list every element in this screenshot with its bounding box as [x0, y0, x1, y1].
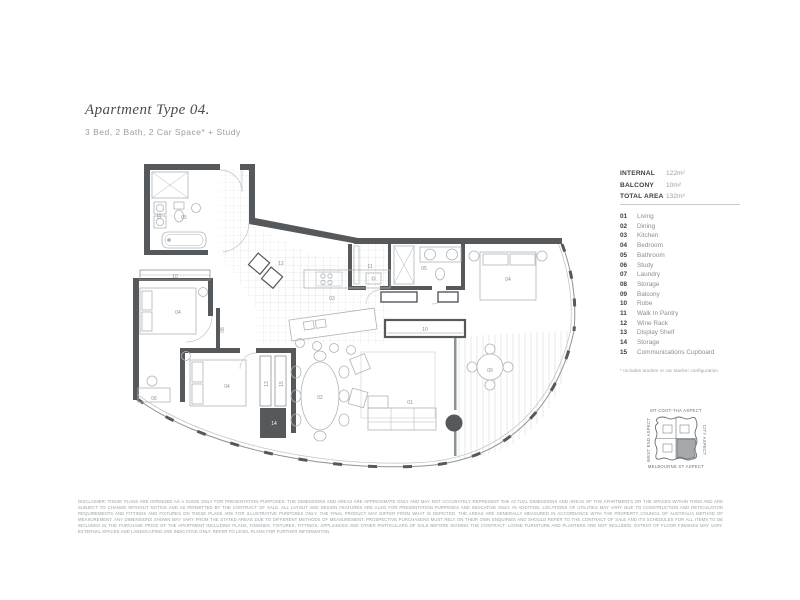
legend-item-name: Communications Cupboard: [637, 348, 715, 356]
room-number-label: 05: [421, 266, 427, 272]
legend-item-name: Display Shelf: [637, 329, 675, 337]
building-footprint: [655, 417, 697, 460]
legend-item-name: Kitchen: [637, 232, 659, 240]
aspect-label-east: CITY ASPECT: [702, 424, 707, 456]
legend-item: [620, 290, 745, 300]
room-number-label: 04: [224, 384, 230, 390]
legend-item-number: 13: [620, 329, 628, 337]
area-balcony: [620, 180, 742, 192]
room-number-label: 04: [505, 277, 511, 283]
floor-plan-drawing: [128, 160, 588, 492]
legend-item: [620, 299, 745, 309]
room-number-label: 06: [151, 396, 157, 402]
legend-item-name: Wine Rack: [637, 319, 668, 327]
legend-item-number: 01: [620, 213, 628, 220]
legend-item: [620, 309, 745, 319]
legend-item: [620, 222, 745, 232]
room-number-label: 11: [367, 264, 373, 270]
legend-item-name: Balcony: [637, 290, 660, 298]
legend-item-name: Walk In Pantry: [637, 310, 679, 318]
disclaimer-text: DISCLAIMER: THESE PLANS ARE INTENDED AS A GUIDE ONLY FOR PRESENTATION PURPOSES. THE DIMENSIONS AND AREAS ARE APPROXIMATE ONLY AND MAY NOT ACCURATELY REPRESENT THE ACTUAL DIMENSIONS AND AREAS OF THE APARTMENTS OR THE SPACES WITHIN THEM AND ARE SUBJECT TO CHANGE WITHOUT NOTICE AND AS PERMITTED BY THE CONTRACT OF SALE. ALL LAYOUT AND DESIGN FEATURES ARE ALSO FOR PRESENTATION PURPOSES AND INDICATIVE ONLY. IN ADDITION, LOCATIONS OF UTILITIES MAY VARY DUE TO CONSTRUCTION AND RETICULATION REQUIREMENTS AND FITTINGS AND FIXTURES ON THESE PLANS ARE FOR ILLUSTRATIVE PURPOSES ONLY. THE FINAL PRODUCT MAY DIFFER FROM WHAT IS DEPICTED. THE AREAS ARE GENERALLY MEASURED IN ACCORDANCE WITH THE PROPERTY COUNCIL OF AUSTRALIA METHOD OF MEASUREMENT. ANY DIMENSIONS SHOWN MAY VARY FROM THE STATED AREAS DUE TO DIFFERENT METHODS OF MEASUREMENT. PROSPECTIVE PURCHASERS MUST RELY ON THEIR OWN ENQUIRIES AND SHOULD REFER TO THE CONTRACT OF SALE AND ITS SCHEDULES FOR ALL ITEMS TO BE INCLUDED IN THE PURCHASE PRICE OF THE APARTMENT INCLUDING PLANS, FINISHES, FIXTURES, FITTINGS, APPLIANCES AND OTHER PARTICULARS OF SALE BEFORE SIGNING THE CONTRACT. LOOSE FURNITURE AND PLANTERS ARE NOT INCLUDED. EXTENT OF FLOOR FINISHES MAY VARY. EXTERNAL SPACES AND LANDSCAPING ARE INDICATIVE ONLY. REFER TO LEVEL PLANS FOR FURTHER INFORMATION.: [78, 499, 723, 535]
legend-item: [620, 338, 745, 348]
room-number-label: 03: [329, 296, 335, 302]
page-title: Apartment Type 04.: [85, 102, 210, 118]
legend-item-number: 08: [620, 280, 628, 288]
legend-item: [620, 212, 745, 222]
room-legend: [620, 212, 745, 358]
room-number-label: 04: [175, 310, 181, 316]
aspect-key-plan: [616, 404, 736, 472]
area-total-label: TOTAL AREA: [620, 193, 664, 200]
legend-item: [620, 261, 745, 271]
legend-item: [620, 319, 745, 329]
legend-item-number: 09: [620, 290, 628, 298]
legend-item-name: Study: [637, 261, 654, 269]
legend-item-name: Bathroom: [637, 251, 665, 259]
legend-item-number: 04: [620, 242, 628, 250]
legend-item-name: Storage: [637, 339, 660, 347]
car-space-footnote: * Includes tandem or car stacker configuration: [620, 368, 719, 373]
area-summary: [620, 168, 742, 203]
room-number-label: 01: [407, 400, 413, 406]
room-number-label: 12: [278, 261, 284, 267]
legend-item-number: 02: [620, 222, 628, 230]
legend-item-number: 10: [620, 300, 628, 308]
area-balcony-label: BALCONY: [620, 181, 655, 189]
legend-item-name: Laundry: [637, 271, 661, 279]
area-internal-label: INTERNAL: [620, 170, 655, 177]
room-number-label: 13: [264, 381, 270, 387]
legend-item-number: 03: [620, 232, 628, 240]
legend-item-number: 11: [620, 310, 627, 318]
floor-plan: [128, 160, 588, 492]
room-number-label: 09: [487, 368, 493, 374]
master-bedroom-furniture: [469, 251, 547, 300]
balcony-divider: [454, 332, 457, 456]
legend-item: [620, 328, 745, 338]
legend-item-name: Storage: [637, 280, 660, 288]
divider-line: [620, 204, 740, 205]
legend-item: [620, 241, 745, 251]
room-number-label: 15: [279, 381, 285, 387]
legend-item-name: Robe: [637, 300, 653, 308]
room-number-label: 05: [181, 215, 187, 221]
area-internal-value: 122m²: [666, 170, 685, 177]
aspect-label-west: WEST END ASPECT: [646, 417, 651, 463]
bathroom-fixtures: [152, 172, 206, 248]
legend-item-number: 14: [620, 339, 628, 347]
area-balcony-value: 10m²: [666, 181, 682, 189]
legend-item-number: 06: [620, 261, 628, 269]
legend-item-number: 12: [620, 319, 628, 327]
legend-item-number: 07: [620, 271, 628, 279]
room-number-label: 14: [271, 421, 277, 427]
legend-item-name: Living: [637, 213, 654, 220]
area-internal: [620, 168, 742, 180]
ensuite-fixtures: [394, 246, 461, 284]
legend-item: [620, 270, 745, 280]
room-number-label: 08: [220, 327, 226, 333]
room-number-label: 10: [422, 327, 428, 333]
page-subtitle: 3 Bed, 2 Bath, 2 Car Space* + Study: [85, 127, 241, 137]
balcony-deck: [458, 331, 572, 459]
area-total: [620, 191, 742, 203]
legend-item-number: 05: [620, 251, 628, 259]
legend-item: [620, 231, 745, 241]
room-number-label: 02: [317, 395, 323, 401]
living-furniture: [348, 352, 436, 430]
legend-item-name: Bedroom: [637, 242, 663, 250]
legend-item-name: Dining: [637, 222, 656, 230]
structural-column: [446, 415, 463, 432]
legend-item: [620, 280, 745, 290]
legend-item: [620, 348, 745, 358]
legend-item: [620, 251, 745, 261]
aspect-label-north: MT COOT-THA ASPECT: [650, 408, 702, 413]
legend-item-number: 15: [620, 348, 628, 356]
aspect-label-south: MELBOURNE ST ASPECT: [647, 464, 705, 469]
room-number-label: 10: [172, 274, 178, 280]
area-total-value: 132m²: [666, 193, 685, 200]
room-number-label: 07: [157, 213, 163, 219]
